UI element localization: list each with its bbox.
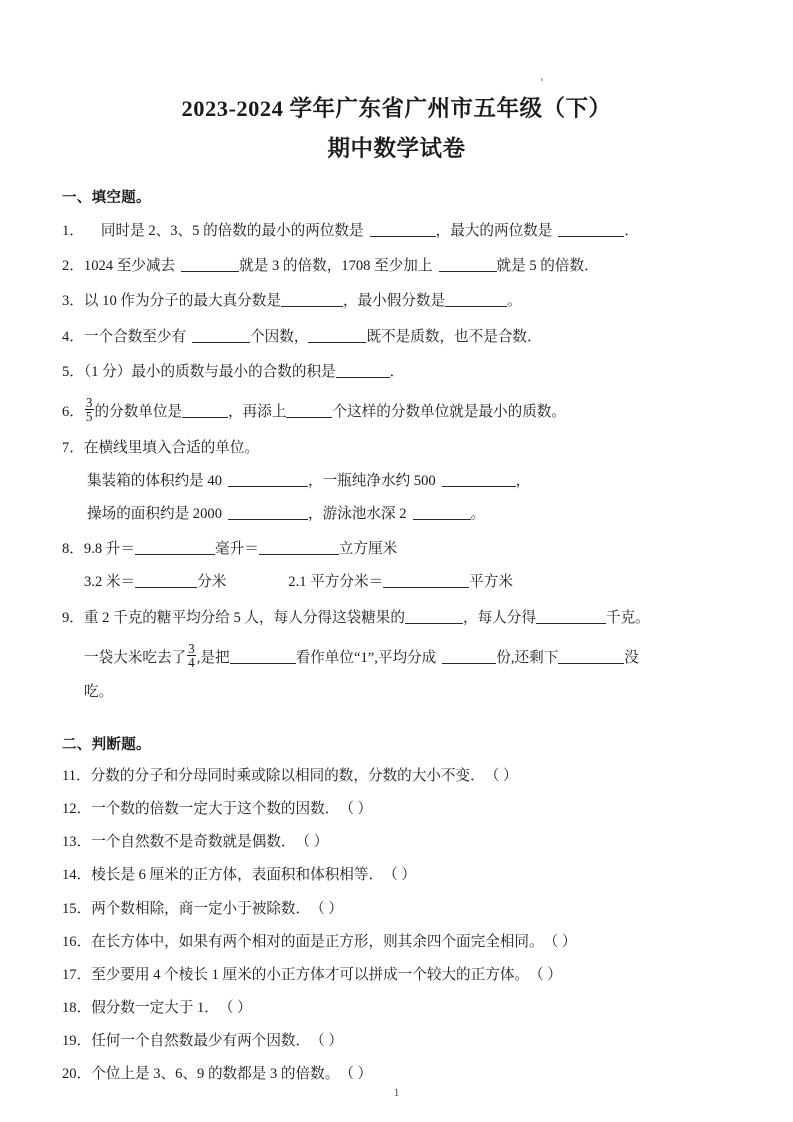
fraction-numerator: 3 bbox=[188, 640, 195, 656]
question-20-number: 20． bbox=[62, 1066, 92, 1083]
section-heading-fill-in-blanks: 一、填空题。 bbox=[62, 190, 151, 206]
page-number: 1 bbox=[393, 1085, 400, 1099]
question-15 bbox=[62, 898, 731, 920]
question-14-text: 棱长是 6 厘米的正方体，表面积和体积相等． bbox=[91, 867, 384, 884]
question-6-blank-1[interactable] bbox=[182, 403, 228, 418]
question-12-answer-parens[interactable]: （ ） bbox=[339, 801, 373, 818]
question-13 bbox=[62, 831, 731, 853]
question-5-blank-1[interactable] bbox=[336, 363, 390, 378]
question-15-number: 15． bbox=[62, 900, 92, 917]
question-5-number: 5． bbox=[62, 363, 84, 380]
question-8-text-f: 2.1 平方分米＝ bbox=[288, 574, 384, 591]
question-2-text-b: 就是 3 的倍数，1708 至少加上 bbox=[239, 258, 433, 275]
question-7-prompt: 在横线里填入合适的单位。 bbox=[83, 439, 260, 456]
question-10 bbox=[62, 642, 731, 703]
question-8-blank-4[interactable] bbox=[383, 574, 469, 589]
question-7-text-a: 集装箱的体积约是 40 bbox=[87, 472, 222, 489]
question-18-text: 假分数一定大于 1． bbox=[91, 1000, 219, 1017]
question-14-number: 14． bbox=[62, 867, 92, 884]
question-3-text-a: 以 10 作为分子的最大真分数是 bbox=[83, 293, 281, 310]
question-15-answer-parens[interactable]: （ ） bbox=[310, 900, 343, 917]
question-1-number: 1． bbox=[62, 223, 84, 239]
question-1-text-a: 同时是 2、3、5 的倍数的最小的两位数是 bbox=[100, 223, 364, 239]
question-11-number: 11． bbox=[62, 767, 91, 784]
question-4-blank-1[interactable] bbox=[192, 328, 250, 343]
question-7-blank-1[interactable] bbox=[228, 472, 308, 487]
question-16-text: 在长方体中，如果有两个相对的面是正方形，则其余四个面完全相同。 bbox=[91, 933, 544, 950]
question-5-text-a: （1 分）最小的质数与最小的合数的积是 bbox=[83, 363, 336, 380]
question-4-number: 4． bbox=[62, 328, 84, 345]
question-9-number: 9． bbox=[62, 609, 84, 626]
question-6-text-a: 的分数单位是 bbox=[94, 403, 183, 420]
question-7-blank-3[interactable] bbox=[228, 505, 308, 520]
question-3 bbox=[62, 290, 731, 312]
question-10-fraction-three-quarters bbox=[187, 642, 196, 670]
question-7-line-b bbox=[62, 503, 731, 525]
question-6-blank-2[interactable] bbox=[286, 403, 332, 418]
question-8-text-e: 分米 bbox=[197, 574, 227, 591]
question-1-blank-2[interactable] bbox=[558, 222, 624, 237]
question-6-text-c: 个这样的分数单位就是最小的质数。 bbox=[332, 403, 566, 420]
question-1 bbox=[62, 220, 731, 242]
question-20-answer-parens[interactable]: （ ） bbox=[339, 1066, 373, 1083]
question-7-text-c: ， bbox=[515, 472, 531, 489]
question-7-line-a bbox=[62, 470, 731, 492]
question-5 bbox=[62, 361, 731, 383]
question-11-text: 分数的分子和分母同时乘或除以相同的数，分数的大小不变． bbox=[90, 767, 485, 784]
question-13-text: 一个自然数不是奇数就是偶数． bbox=[91, 834, 296, 851]
page-title-line-1: 2023-2024 学年广东省广州市五年级（下） bbox=[181, 96, 612, 121]
question-8 bbox=[62, 538, 731, 593]
question-2 bbox=[62, 255, 731, 277]
question-7-blank-4[interactable] bbox=[413, 505, 471, 520]
question-5-text-b: ． bbox=[389, 363, 405, 380]
question-10-blank-2[interactable] bbox=[442, 649, 496, 664]
question-6-text-b: ，再添上 bbox=[228, 403, 287, 420]
question-8-text-a: 9.8 升＝ bbox=[83, 541, 135, 558]
question-8-text-g: 平方米 bbox=[469, 574, 513, 591]
question-8-number: 8． bbox=[62, 541, 84, 558]
question-3-number: 3． bbox=[62, 293, 84, 310]
question-1-blank-1[interactable] bbox=[370, 222, 436, 237]
question-10-blank-3[interactable] bbox=[558, 649, 624, 664]
question-12 bbox=[62, 798, 731, 820]
question-19 bbox=[62, 1030, 731, 1052]
question-18-answer-parens[interactable]: （ ） bbox=[218, 1000, 252, 1017]
question-13-answer-parens[interactable]: （ ） bbox=[295, 834, 329, 851]
question-6-fraction-three-fifths bbox=[85, 396, 94, 424]
question-2-blank-2[interactable] bbox=[439, 257, 497, 272]
question-17-text: 至少要用 4 个棱长 1 厘米的小正方体才可以拼成一个较大的正方体。 bbox=[91, 966, 530, 983]
question-9-text-a: 重 2 千克的糖平均分给 5 人，每人分得这袋糖果的 bbox=[83, 609, 405, 626]
question-15-text: 两个数相除，商一定小于被除数． bbox=[91, 900, 311, 917]
question-10-text-c: 份,还剩下 bbox=[496, 649, 559, 666]
question-2-text-c: 就是 5 的倍数． bbox=[496, 258, 599, 275]
question-6-number: 6． bbox=[62, 403, 84, 420]
question-7-text-d: 操场的面积约是 2000 bbox=[87, 506, 222, 523]
question-14 bbox=[62, 864, 731, 886]
scan-artifact-dot bbox=[541, 78, 543, 81]
section-heading-true-false: 二、判断题。 bbox=[62, 736, 151, 753]
question-10-text-a: ,是把 bbox=[196, 649, 230, 666]
question-9-blank-2[interactable] bbox=[536, 609, 606, 624]
question-7 bbox=[62, 437, 731, 526]
question-3-blank-1[interactable] bbox=[281, 292, 343, 307]
question-3-text-c: 。 bbox=[507, 293, 522, 310]
question-16-number: 16． bbox=[62, 933, 92, 950]
question-12-number: 12． bbox=[62, 801, 92, 818]
question-7-text-f: 。 bbox=[470, 506, 486, 523]
question-8-blank-3[interactable] bbox=[135, 574, 197, 589]
question-7-text-e: ，游泳池水深 2 bbox=[308, 506, 407, 523]
question-6 bbox=[62, 396, 731, 424]
question-8-blank-2[interactable] bbox=[259, 540, 339, 555]
question-20 bbox=[62, 1063, 731, 1085]
question-20-text: 个位上是 3、6、9 的数都是 3 的倍数。 bbox=[91, 1066, 340, 1083]
question-13-number: 13． bbox=[62, 834, 92, 851]
question-10-line-b: 吃。 bbox=[84, 683, 114, 700]
question-10-lead: 一袋大米吃去了 bbox=[84, 649, 187, 666]
question-17-number: 17． bbox=[62, 966, 92, 983]
question-7-number: 7． bbox=[62, 439, 84, 456]
question-17 bbox=[62, 964, 731, 986]
question-2-number: 2． bbox=[62, 258, 84, 275]
question-1-text-b: ，最大的两位数是 bbox=[435, 223, 553, 239]
question-8-blank-1[interactable] bbox=[135, 540, 215, 555]
question-4-text-c: 既不是质数，也不是合数． bbox=[366, 328, 542, 345]
question-16-answer-parens[interactable]: （ ） bbox=[543, 933, 577, 950]
question-14-answer-parens[interactable]: （ ） bbox=[383, 867, 416, 884]
question-10-text-d: 没 bbox=[624, 649, 639, 666]
question-18-number: 18． bbox=[62, 1000, 92, 1017]
question-3-text-b: ，最小假分数是 bbox=[342, 293, 446, 310]
question-8-text-c: 立方厘米 bbox=[338, 541, 398, 558]
question-7-blank-2[interactable] bbox=[442, 472, 516, 487]
question-8-text-b: 毫升＝ bbox=[215, 541, 259, 558]
question-8-line-b bbox=[62, 571, 731, 593]
question-17-answer-parens[interactable]: （ ） bbox=[529, 966, 562, 983]
question-4-text-b: 个因数， bbox=[250, 328, 309, 345]
question-19-text: 任何一个自然数最少有两个因数． bbox=[91, 1033, 311, 1050]
question-11-answer-parens[interactable]: （ ） bbox=[484, 767, 518, 784]
question-4-text-a: 一个合数至少有 bbox=[83, 328, 187, 345]
question-9-text-b: ，每人分得 bbox=[462, 609, 536, 626]
question-1-text-c: ． bbox=[624, 223, 639, 239]
question-4 bbox=[62, 326, 731, 348]
question-2-blank-1[interactable] bbox=[181, 257, 239, 272]
question-2-text-a: 1024 至少减去 bbox=[83, 258, 176, 275]
question-8-text-d: 3.2 米＝ bbox=[84, 574, 136, 591]
question-4-blank-2[interactable] bbox=[308, 328, 366, 343]
question-7-text-b: ，一瓶纯净水约 500 bbox=[308, 472, 436, 489]
fraction-numerator: 3 bbox=[85, 394, 93, 410]
question-9-text-c: 千克。 bbox=[605, 609, 650, 626]
question-10-line-a bbox=[62, 642, 731, 670]
question-19-number: 19． bbox=[62, 1033, 92, 1050]
question-9 bbox=[62, 607, 731, 629]
question-12-text: 一个数的倍数一定大于这个数的因数． bbox=[91, 801, 340, 818]
fraction-denominator: 4 bbox=[188, 655, 195, 671]
page-title-line-2: 期中数学试卷 bbox=[327, 135, 466, 161]
fraction-denominator: 5 bbox=[85, 409, 93, 425]
question-18 bbox=[62, 997, 731, 1019]
question-19-answer-parens[interactable]: （ ） bbox=[310, 1033, 343, 1050]
question-3-blank-2[interactable] bbox=[445, 292, 507, 307]
question-11 bbox=[62, 765, 731, 787]
question-9-blank-1[interactable] bbox=[405, 609, 463, 624]
question-10-blank-1[interactable] bbox=[230, 649, 296, 664]
question-16 bbox=[62, 931, 731, 953]
question-10-text-b: 看作单位“1”,平均分成 bbox=[295, 649, 437, 666]
